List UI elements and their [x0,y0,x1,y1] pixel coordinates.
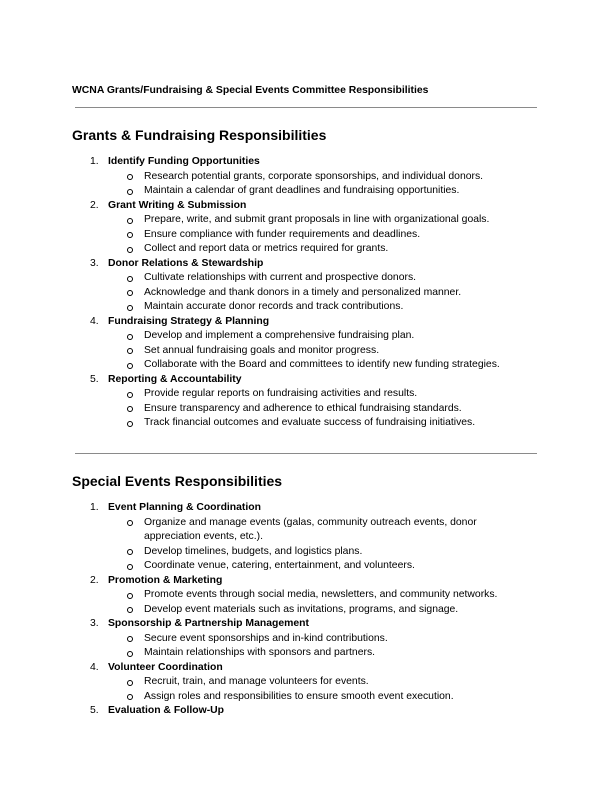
sub-bullet-text: Develop timelines, budgets, and logistics plans. [144,545,363,557]
list-item [72,373,542,431]
sub-bullet-text: Maintain relationships with sponsors and partners. [144,647,376,658]
divider [75,107,537,108]
sub-bullet-item [72,213,542,228]
hollow-circle-bullet-icon [127,564,133,570]
section-title-grants: Grants & Fundraising Responsibilities [72,127,327,143]
sub-bullet-item [72,286,542,301]
sub-bullet-text: Research potential grants, corporate sponsorships, and individual donors. [144,170,484,182]
list-item-heading [72,373,542,388]
sub-bullet-item [72,184,542,199]
sub-bullet-item [72,516,542,545]
sub-bullet-text: Develop and implement a comprehensive fundraising plan. [144,330,415,341]
sub-bullet-item [72,545,542,560]
sub-bullet-item [72,559,542,574]
sub-bullet-text: Maintain accurate donor records and track contributions. [144,301,404,312]
hollow-circle-bullet-icon [127,189,133,195]
list-item-number: 3. [90,257,99,269]
list-item-title: Volunteer Coordination [108,661,223,673]
list-item-heading [72,704,542,719]
sub-bullet-text: Track financial outcomes and evaluate success of fundraising initiatives. [144,417,476,428]
sub-bullet-text: Collect and report data or metrics required for grants. [144,243,389,254]
sub-bullet-text: Prepare, write, and submit grant proposals in line with organizational goals. [144,214,490,225]
hollow-circle-bullet-icon [127,348,133,354]
list-item-heading [72,501,542,516]
sub-bullet-item [72,300,542,315]
sub-bullet-item [72,271,542,286]
list-item-heading [72,661,542,676]
sub-bullet-text: Assign roles and responsibilities to ensure smooth event execution. [144,690,454,702]
hollow-circle-bullet-icon [127,305,133,311]
sub-bullet-item [72,416,542,431]
hollow-circle-bullet-icon [127,392,133,398]
sub-bullet-item [72,603,542,618]
list-item [72,257,542,315]
list-item-number: 3. [90,618,99,629]
hollow-circle-bullet-icon [127,593,133,599]
sub-bullet-item [72,646,542,661]
sub-bullet-text: Cultivate relationships with current and prospective donors. [144,272,417,283]
list-item-title: Fundraising Strategy & Planning [108,315,270,327]
list-item-heading [72,199,542,214]
hollow-circle-bullet-icon [127,607,133,613]
sub-bullet-item [72,329,542,344]
sub-bullet-item [72,402,542,417]
sub-bullet-text: Organize and manage events (galas, community outreach events, donor appreciation events, etc.). [144,516,477,542]
divider [75,453,537,454]
sub-bullet-item [72,170,542,185]
grants-list [72,155,542,431]
sub-bullet-text: Maintain a calendar of grant deadlines and fundraising opportunities. [144,185,460,196]
list-item-number: 5. [90,373,99,385]
sub-bullet-item [72,675,542,690]
sub-bullet-text: Acknowledge and thank donors in a timely and personalized manner. [144,286,462,298]
sub-bullet-text: Recruit, train, and manage volunteers for events. [144,676,369,687]
list-item-title: Evaluation & Follow-Up [108,705,225,716]
hollow-circle-bullet-icon [127,421,133,427]
list-item-number: 4. [90,315,99,327]
list-item-title: Identify Funding Opportunities [108,156,260,167]
list-item-number: 2. [90,199,99,211]
hollow-circle-bullet-icon [127,218,133,224]
list-item-title: Promotion & Marketing [108,574,223,586]
hollow-circle-bullet-icon [127,290,133,296]
hollow-circle-bullet-icon [127,232,133,238]
hollow-circle-bullet-icon [127,174,133,180]
list-item-number: 4. [90,661,99,673]
special-events-list [72,501,542,719]
sub-bullet-text: Collaborate with the Board and committees to identify new funding strategies. [144,359,500,370]
list-item-heading [72,155,542,170]
hollow-circle-bullet-icon [127,694,133,700]
sub-bullet-item [72,228,542,243]
list-item-title: Sponsorship & Partnership Management [108,618,309,629]
hollow-circle-bullet-icon [127,520,133,526]
hollow-circle-bullet-icon [127,363,133,369]
list-item-title: Grant Writing & Submission [108,199,247,211]
list-item-number: 1. [90,156,99,167]
list-item [72,661,542,705]
list-item-heading [72,257,542,272]
list-item-heading [72,574,542,589]
section-title-special-events: Special Events Responsibilities [72,473,283,489]
sub-bullet-text: Coordinate venue, catering, entertainment, and volunteers. [144,560,415,571]
list-item-number: 1. [90,502,99,513]
hollow-circle-bullet-icon [127,651,133,657]
sub-bullet-text: Develop event materials such as invitations, programs, and signage. [144,603,459,615]
sub-bullet-text: Provide regular reports on fundraising activities and results. [144,388,418,399]
list-item [72,199,542,257]
list-item-title: Event Planning & Coordination [108,502,261,513]
list-item-heading [72,315,542,330]
sub-bullet-item [72,588,542,603]
sub-bullet-text: Secure event sponsorships and in-kind contributions. [144,632,388,644]
hollow-circle-bullet-icon [127,549,133,555]
list-item-heading [72,617,542,632]
hollow-circle-bullet-icon [127,334,133,340]
hollow-circle-bullet-icon [127,680,133,686]
list-item [72,574,542,618]
sub-bullet-text: Set annual fundraising goals and monitor progress. [144,344,380,356]
sub-bullet-item [72,387,542,402]
list-item [72,704,542,719]
list-item [72,617,542,661]
sub-bullet-text: Ensure compliance with funder requirements and deadlines. [144,228,421,240]
list-item-number: 5. [90,705,99,716]
list-item [72,315,542,373]
list-item [72,501,542,574]
list-item-title: Reporting & Accountability [108,373,242,385]
list-item [72,155,542,199]
sub-bullet-text: Promote events through social media, newsletters, and community networks. [144,589,498,600]
document-title: WCNA Grants/Fundraising & Special Events Committee Responsibilities [72,85,429,96]
sub-bullet-item [72,632,542,647]
sub-bullet-text: Ensure transparency and adherence to ethical fundraising standards. [144,402,462,414]
list-item-number: 2. [90,574,99,586]
sub-bullet-item [72,242,542,257]
hollow-circle-bullet-icon [127,636,133,642]
sub-bullet-item [72,690,542,705]
hollow-circle-bullet-icon [127,247,133,253]
sub-bullet-item [72,358,542,373]
sub-bullet-item [72,344,542,359]
hollow-circle-bullet-icon [127,276,133,282]
hollow-circle-bullet-icon [127,406,133,412]
list-item-title: Donor Relations & Stewardship [108,257,264,269]
